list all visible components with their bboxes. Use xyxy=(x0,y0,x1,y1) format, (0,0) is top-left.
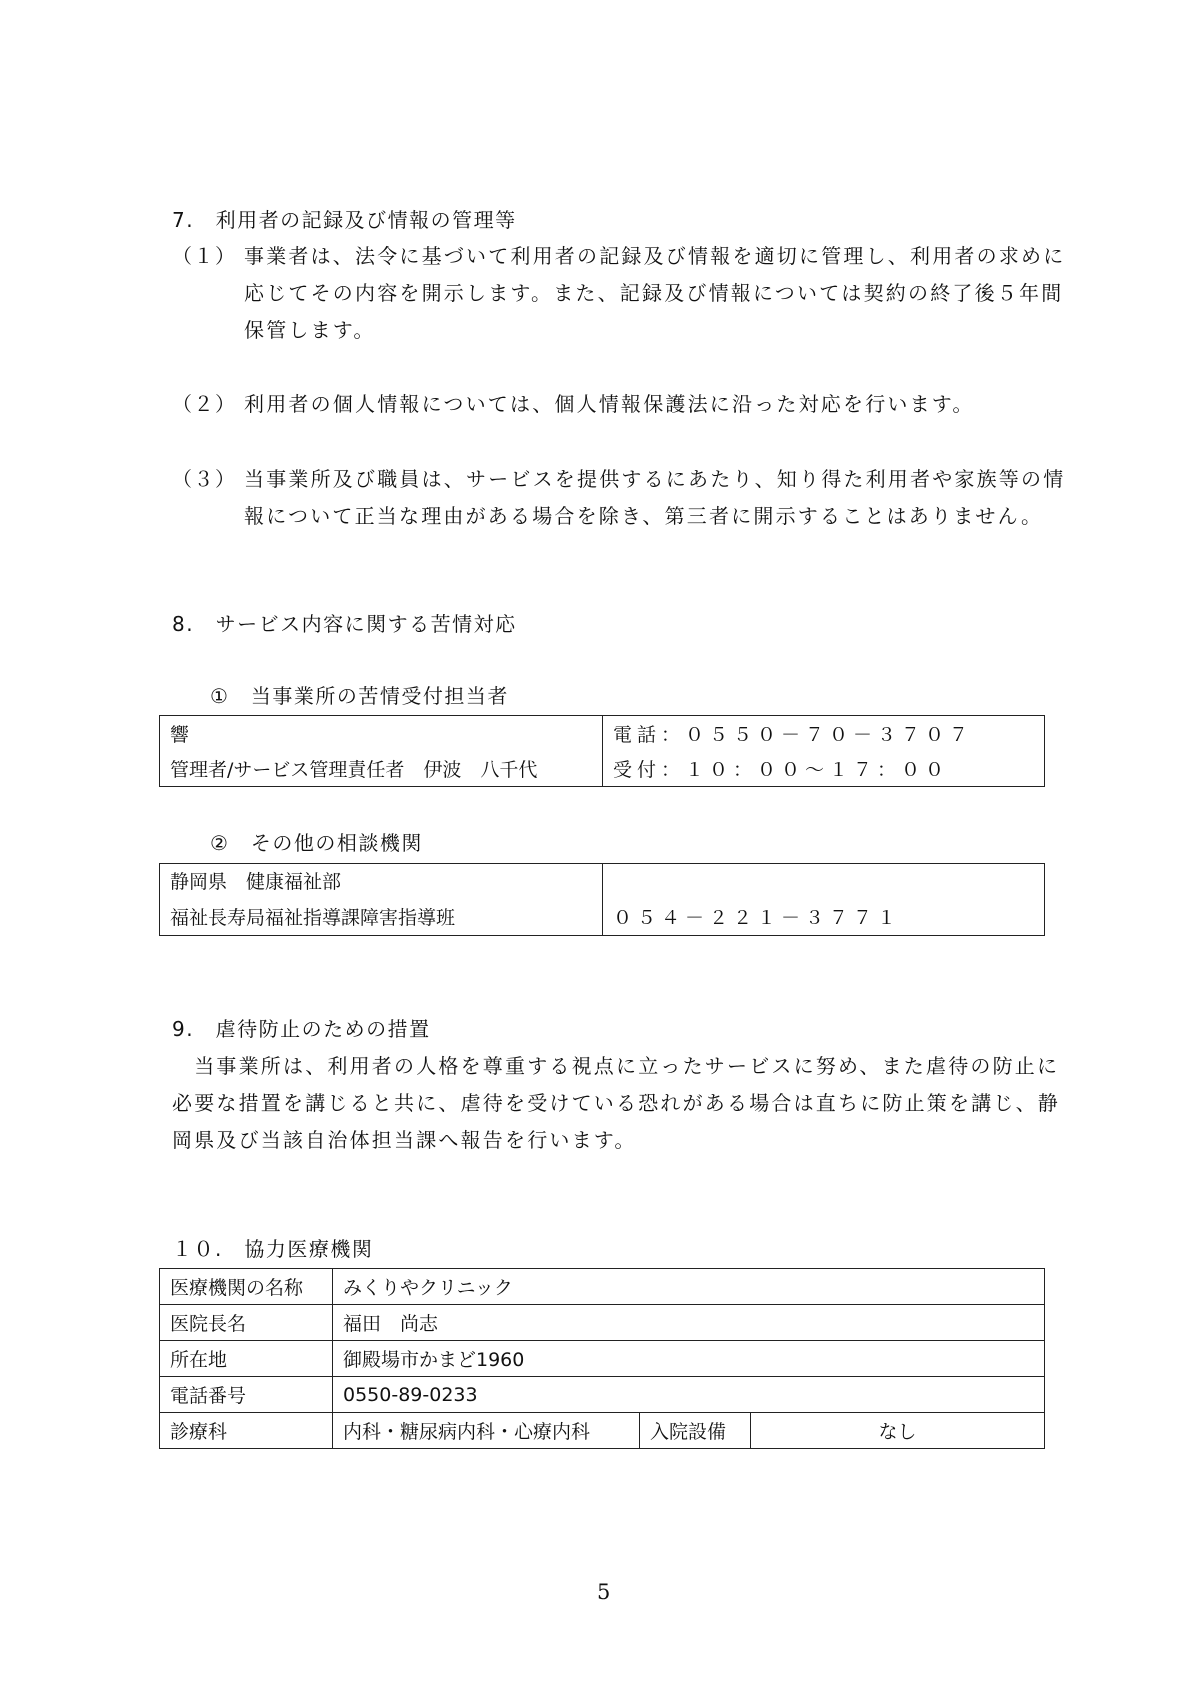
table-row xyxy=(160,1269,1045,1305)
row-label: 所在地 xyxy=(160,1341,333,1377)
section-7-heading: 7. 利用者の記録及び情報の管理等 xyxy=(172,208,517,232)
agency-phone-cell: ０５４－２２１－３７７１ xyxy=(603,898,1045,936)
complaint-contact-table xyxy=(159,715,1045,787)
abuse-para-line-2: 必要な措置を講じると共に、虐待を受けている恐れがある場合は直ちに防止策を講じ、静 xyxy=(172,1091,1060,1115)
item-1-line-1: 事業者は、法令に基づいて利用者の記録及び情報を適切に管理し、利用者の求めに xyxy=(244,244,1066,268)
section-10-heading: １０. 協力医療機関 xyxy=(172,1237,374,1261)
table-row xyxy=(160,1377,1045,1413)
row-label: 医院長名 xyxy=(160,1305,333,1341)
office-phone-cell: 電話：０５５０－７０－３７０７ xyxy=(603,716,1045,751)
row-label: 医療機関の名称 xyxy=(160,1269,333,1305)
abuse-para-line-3: 岡県及び当該自治体担当課へ報告を行います。 xyxy=(172,1128,637,1152)
item-1-line-3: 保管します。 xyxy=(244,318,376,342)
item-3-line-1: 当事業所及び職員は、サービスを提供するにあたり、知り得た利用者や家族等の情 xyxy=(244,467,1066,491)
medical-institution-table xyxy=(159,1268,1045,1449)
row-label: 診療科 xyxy=(160,1413,333,1449)
agency-name-line-1: 静岡県 健康福祉部 xyxy=(160,864,603,898)
item-2-number: （２） xyxy=(172,392,237,416)
row-label: 電話番号 xyxy=(160,1377,333,1413)
reception-hours-cell: 受付：１０：００～１７：００ xyxy=(603,751,1045,787)
section-8-heading: 8. サービス内容に関する苦情対応 xyxy=(172,612,517,636)
inpatient-label: 入院設備 xyxy=(640,1413,751,1449)
inpatient-value: なし xyxy=(751,1413,1045,1449)
item-1-line-2: 応じてその内容を開示します。また、記録及び情報については契約の終了後５年間 xyxy=(244,281,1064,305)
item-1-number: （１） xyxy=(172,244,237,268)
section-9-heading: 9. 虐待防止のための措置 xyxy=(172,1017,431,1041)
row-value: 0550-89-0233 xyxy=(333,1377,1045,1413)
other-agency-subheading: ② その他の相談機関 xyxy=(210,831,423,855)
row-value: 福田 尚志 xyxy=(333,1305,1045,1341)
complaint-contact-subheading: ① 当事業所の苦情受付担当者 xyxy=(210,684,509,708)
table-row xyxy=(160,1341,1045,1377)
item-2-line-1: 利用者の個人情報については、個人情報保護法に沿った対応を行います。 xyxy=(244,392,975,416)
item-3-line-2: 報について正当な理由がある場合を除き、第三者に開示することはありません。 xyxy=(244,504,1044,528)
agency-blank-cell xyxy=(603,864,1045,898)
manager-cell: 管理者/サービス管理責任者 伊波 八千代 xyxy=(160,751,603,787)
other-agency-table xyxy=(159,863,1045,936)
row-value: みくりやクリニック xyxy=(333,1269,1045,1305)
agency-name-line-2: 福祉長寿局福祉指導課障害指導班 xyxy=(160,898,603,936)
table-row xyxy=(160,1305,1045,1341)
row-value: 内科・糖尿病内科・心療内科 xyxy=(333,1413,640,1449)
abuse-para-line-1: 当事業所は、利用者の人格を尊重する視点に立ったサービスに努め、また虐待の防止に xyxy=(172,1054,1060,1078)
item-3-number: （３） xyxy=(172,467,237,491)
table-row xyxy=(160,1413,1045,1449)
page-number: 5 xyxy=(597,1580,611,1604)
row-value: 御殿場市かまど1960 xyxy=(333,1341,1045,1377)
office-name-cell: 響 xyxy=(160,716,603,751)
